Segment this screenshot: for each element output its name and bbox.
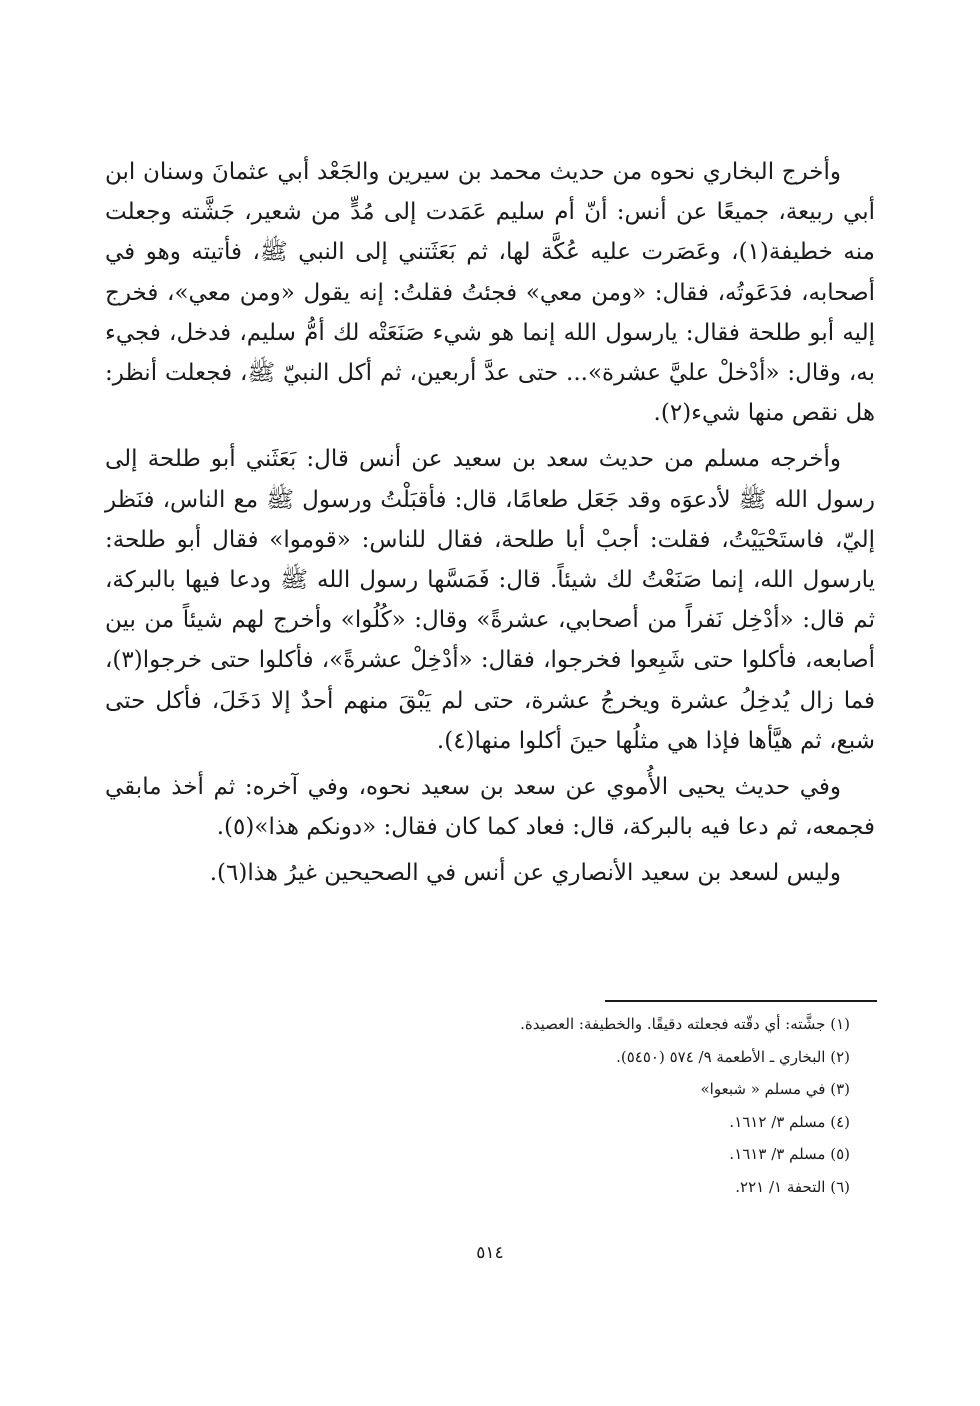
footnotes xyxy=(105,1008,850,1203)
footnote-6: (٦) التحفة ١/ ٢٢١. xyxy=(735,1177,850,1196)
footnote-separator xyxy=(605,1000,877,1002)
footnote-4: (٤) مسلم ٣/ ١٦١٢. xyxy=(729,1112,850,1131)
footnote-1: (١) جشَّته: أي دقّته فجعلته دقيقًا. والخطيفة: العصيدة. xyxy=(520,1015,850,1033)
paragraph-1: وأخرج البخاري نحوه من حديث محمد بن سيرين والجَعْد أبي عثمانَ وسنان ابن أبي ربيعة، جميعًا عن أنس: أنّ أم سليم عَمَدت إلى مُدٍّ من شعير، جَشَّته وجعلت منه خطيفة(١)، وعَصَرت عليه عُكَّة لها، ثم بَعَثَتني إلى النبي ﷺ، فأتيته وهو في أصحابه، فدَعَوتُه، فقال: «ومن معي» فجئتُ فقلتُ: إنه يقول «ومن معي»، فخرج إليه أبو طلحة فقال: يارسول الله إنما هو شيء صَنَعَتْه لك أمُّ سليم، فدخل، فجيء به، وقال: «أدْخلْ عليَّ عشرة»... حتى عدَّ أربعين، ثم أكل النبيّ ﷺ، فجعلت أنظر: هل نقص منها شيء(٢). xyxy=(105,159,875,427)
paragraph-3: وفي حديث يحيى الأُموي عن سعد بن سعيد نحوه، وفي آخره: ثم أخذ مابقي فجمعه، ثم دعا فيه بالبركة، قال: فعاد كما كان فقال: «دونكم هذا»(٥). xyxy=(105,774,875,841)
paragraph-2: وأخرجه مسلم من حديث سعد بن سعيد عن أنس قال: بَعَثَني أبو طلحة إلى رسول الله ﷺ لأدعوَه وقد جَعَل طعامًا، قال: فأقبَلْتُ ورسول ﷺ مع الناس، فنَظر إليّ، فاستَحْيَيْتُ، فقلت: أجبْ أبا طلحة، فقال للناس: «قوموا» فقال أبو طلحة: يارسول الله، إنما صَنَعْتُ لك شيئاً. قال: فَمَسَّها رسول الله ﷺ ودعا فيها بالبركة، ثم قال: «أدْخِل نَفراً من أصحابي، عشرةً» وقال: «كُلُوا» وأخرج لهم شيئاً من بين أصابعه، فأكلوا حتى شَبِعوا فخرجوا، فقال: «أدْخِلْ عشرةً»، فأكلوا حتى خرجوا(٣)، فما زال يُدخِلُ عشرة ويخرجُ عشرة، حتى لم يَبْقَ منهم أحدٌ إلا دَخَلَ، فأكل حتى شبع، ثم هيَّأها فإذا هي مثلُها حينَ أكلوا منها(٤). xyxy=(105,446,875,754)
page-number: ٥١٤ xyxy=(476,1243,504,1263)
footnote-2: (٢) البخاري ـ الأطعمة ٩/ ٥٧٤ (٥٤٥٠). xyxy=(616,1047,850,1066)
footnote-3: (٣) في مسلم « شبعوا» xyxy=(700,1080,850,1098)
footnote-5: (٥) مسلم ٣/ ١٦١٣. xyxy=(729,1145,850,1163)
paragraph-4: وليس لسعد بن سعيد الأنصاري عن أنس في الصحيحين غيرُ هذا(٦). xyxy=(209,860,841,887)
main-text xyxy=(105,152,875,900)
